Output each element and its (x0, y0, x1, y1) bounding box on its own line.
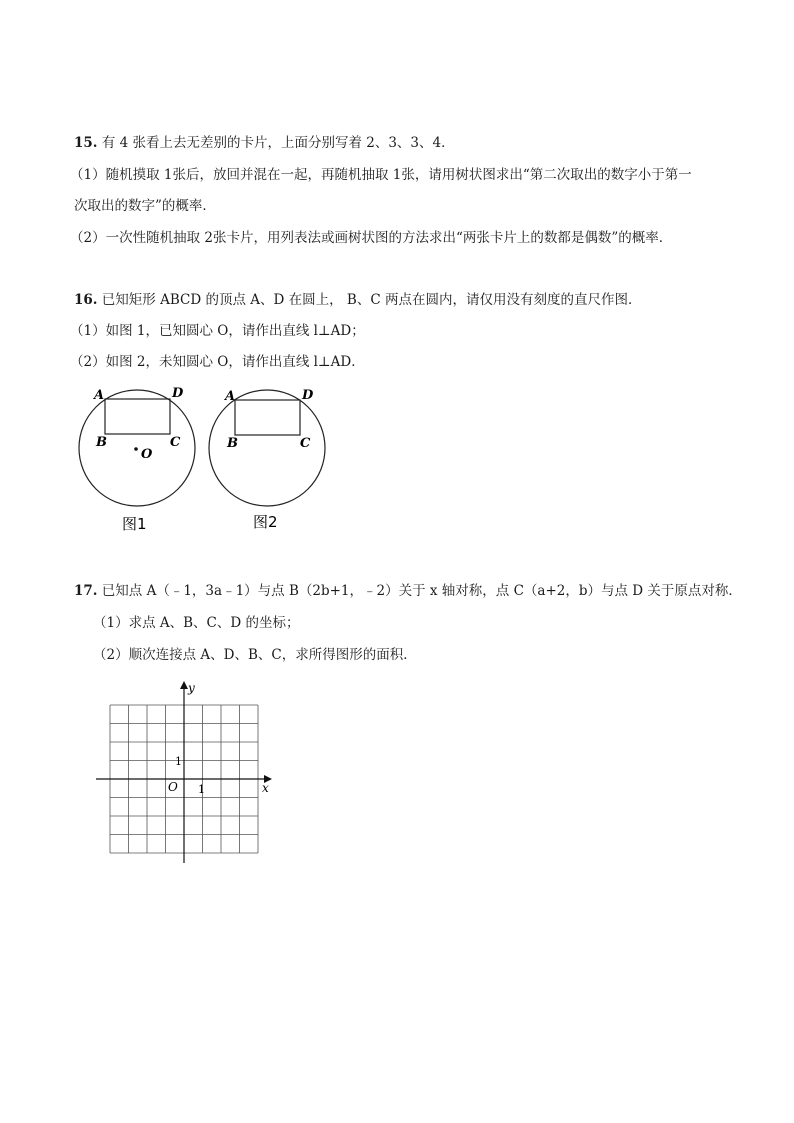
fig1-label-a: A (94, 388, 105, 403)
fig2-label-c: C (300, 436, 311, 451)
q15-part2: （2）一次性随机抽取 2张卡片，用列表法或画树状图的方法求出“两张卡片上的数都是偶数”的概率． (70, 230, 673, 246)
q17-text: 已知点 A（﹣1，3a﹣1）与点 B（2b+1，﹣2）关于 x 轴对称，点 C（a+2，b）与点 D 关于原点对称． (101, 583, 742, 599)
q15-text: 有 4 张看上去无差别的卡片，上面分别写着 2、3、3、4． (101, 135, 455, 151)
q15-part1-line1: （1）随机摸取 1张后，放回并混在一起，再随机抽取 1张，请用树状图求出“第二次取出的数字小于第一 (70, 167, 692, 183)
q15-number: 15. (74, 135, 98, 151)
fig1-caption: 图1 (122, 515, 147, 533)
q17-part1: （1）求点 A、B、C、D 的坐标； (93, 615, 300, 631)
q16-number: 16. (74, 292, 98, 308)
x-axis-label: x (262, 781, 269, 795)
y-tick-label: 1 (175, 755, 182, 768)
q16-text: 已知矩形 ABCD 的顶点 A、D 在圆上， B、C 两点在圆内，请仅用没有刻度的直尺作图． (101, 292, 642, 308)
x-tick-label: 1 (198, 783, 205, 796)
q17-number: 17. (74, 583, 98, 599)
fig1-label-o: O (141, 447, 153, 462)
grid-axes (96, 681, 272, 863)
q16-part1: （1）如图 1，已知圆心 O，请作出直线 l⊥AD； (70, 323, 365, 339)
y-axis-arrow (180, 681, 188, 689)
fig2-label-d: D (302, 388, 314, 403)
origin-label: O (168, 780, 178, 794)
fig1-label-b: B (96, 435, 107, 450)
fig2-label-a: A (225, 389, 236, 404)
fig2-caption: 图2 (253, 513, 278, 531)
q16-part2: （2）如图 2，未知圆心 O，请作出直线 l⊥AD． (70, 354, 365, 370)
fig2-label-b: B (227, 436, 238, 451)
y-axis-label: y (188, 681, 195, 695)
fig1-label-d: D (172, 386, 184, 401)
fig1-label-c: C (170, 435, 181, 450)
q17-part2: （2）顺次连接点 A、D、B、C，求所得图形的面积． (93, 647, 417, 663)
q15-part1-line2: 次取出的数字”的概率． (74, 198, 216, 214)
